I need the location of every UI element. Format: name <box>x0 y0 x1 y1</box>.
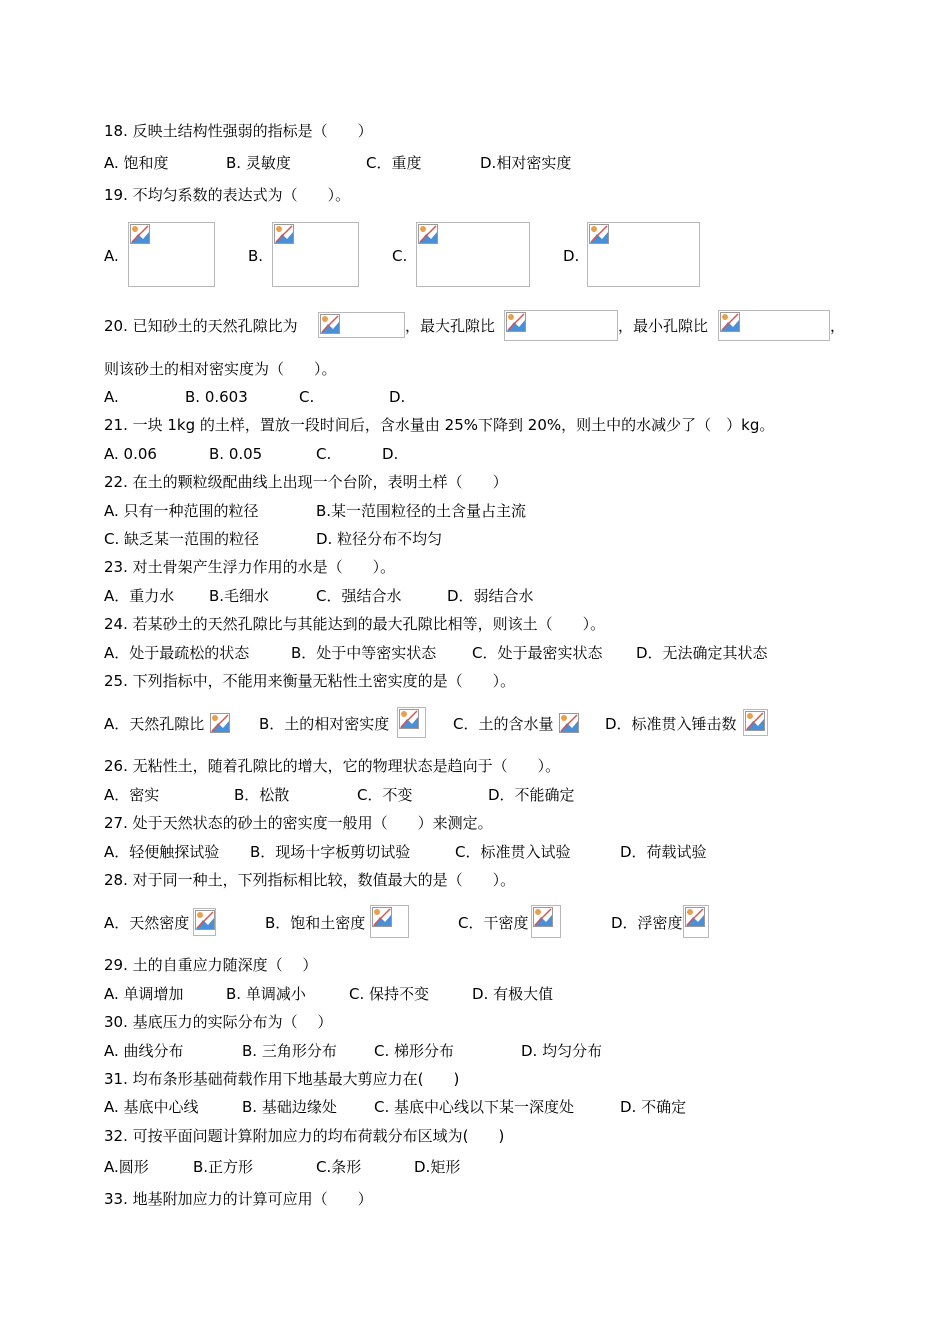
option-b: B．松散 <box>234 786 290 804</box>
question-32 <box>0 1127 950 1155</box>
question-stem-part4: ， <box>830 317 846 335</box>
question-31 <box>0 1070 950 1098</box>
option-b: B. 0.603 <box>185 388 248 406</box>
question-22-options-row2 <box>0 530 950 558</box>
option-b: B．现场十字板剪切试验 <box>250 843 411 861</box>
question-24-options <box>0 644 950 672</box>
option-c: C．不变 <box>357 786 413 804</box>
option-a: A. 基底中心线 <box>104 1098 199 1116</box>
option-d: D. 有极大值 <box>472 985 554 1003</box>
question-stem: 31. 均布条形基础荷载作用下地基最大剪应力在( ) <box>104 1070 460 1088</box>
question-stem: 29. 土的自重应力随深度（ ） <box>104 956 318 974</box>
option-d: D. 粒径分布不均匀 <box>316 530 443 548</box>
question-stem-part1: 20. 已知砂土的天然孔隙比为 <box>104 317 298 335</box>
question-23-options <box>0 587 950 615</box>
option-d: D. 均匀分布 <box>521 1042 603 1060</box>
option-a: A．轻便触探试验 <box>104 843 220 861</box>
option-b: B. 灵敏度 <box>226 154 291 172</box>
option-c: C．干密度 <box>458 914 529 932</box>
option-b: B.毛细水 <box>209 587 270 605</box>
question-27-options <box>0 843 950 871</box>
option-b: B．饱和土密度 <box>265 914 366 932</box>
question-29-options <box>0 985 950 1013</box>
question-stem: 26. 无粘性土，随着孔隙比的增大，它的物理状态是趋向于（ ）。 <box>104 757 561 775</box>
question-stem: 18. 反映土结构性强弱的指标是（ ） <box>104 122 373 140</box>
question-stem: 21. 一块 1kg 的土样，置放一段时间后，含水量由 25%下降到 20%，则土中的水减少了（ ）kg。 <box>104 416 775 434</box>
option-a: A．天然密度 <box>104 914 190 932</box>
option-c: C．处于最密实状态 <box>472 644 603 662</box>
option-d-label: D. <box>563 247 580 265</box>
question-23 <box>0 558 950 586</box>
option-a: A. 0.06 <box>104 445 157 463</box>
broken-image-icon <box>195 910 215 930</box>
broken-image-icon <box>372 907 392 927</box>
question-32-options <box>0 1158 950 1186</box>
option-a: A. 单调增加 <box>104 985 184 1003</box>
question-stem-line2: 则该砂土的相对密实度为（ ）。 <box>104 360 337 378</box>
option-d: D. <box>389 388 406 406</box>
option-a: A. <box>104 388 119 406</box>
question-26 <box>0 757 950 785</box>
option-c-label: C. <box>392 247 408 265</box>
option-d: D．弱结合水 <box>447 587 534 605</box>
option-b: B.某一范围粒径的土含量占主流 <box>316 502 527 520</box>
question-30-options <box>0 1042 950 1070</box>
question-stem: 24. 若某砂土的天然孔隙比与其能达到的最大孔隙比相等，则该土（ ）。 <box>104 615 606 633</box>
question-22 <box>0 473 950 501</box>
question-stem-part2: ，最大孔隙比 <box>405 317 496 335</box>
broken-image-icon <box>506 312 526 332</box>
question-25 <box>0 672 950 700</box>
option-b: B. 三角形分布 <box>242 1042 337 1060</box>
option-d: D.相对密实度 <box>480 154 572 172</box>
question-stem: 22. 在土的颗粒级配曲线上出现一个台阶，表明土样（ ） <box>104 473 508 491</box>
option-a: A. 只有一种范围的粒径 <box>104 502 259 520</box>
broken-image-icon <box>589 224 609 244</box>
option-d: D．无法确定其状态 <box>636 644 768 662</box>
option-d: D．荷载试验 <box>620 843 707 861</box>
option-d: D．不能确定 <box>488 786 575 804</box>
option-b: B.正方形 <box>193 1158 254 1176</box>
question-20-options <box>0 388 950 416</box>
broken-image-icon <box>210 713 230 733</box>
option-b: B. 单调减小 <box>226 985 306 1003</box>
option-d: D．浮密度 <box>611 914 683 932</box>
option-d: D．标准贯入锤击数 <box>605 715 737 733</box>
broken-image-icon <box>745 711 765 731</box>
option-d: D. 不确定 <box>620 1098 687 1116</box>
question-21-options <box>0 445 950 473</box>
broken-image-icon <box>320 314 340 334</box>
option-c: C．标准贯入试验 <box>455 843 571 861</box>
option-c: C. 梯形分布 <box>374 1042 455 1060</box>
option-a: A.圆形 <box>104 1158 149 1176</box>
option-b-label: B. <box>248 247 264 265</box>
option-b: B. 0.05 <box>209 445 263 463</box>
option-b: B．土的相对密实度 <box>259 715 390 733</box>
question-stem: 19. 不均匀系数的表达式为（ ）。 <box>104 186 351 204</box>
option-c: C．土的含水量 <box>453 715 554 733</box>
option-a: A．重力水 <box>104 587 175 605</box>
broken-image-icon <box>559 713 579 733</box>
question-33 <box>0 1190 950 1218</box>
option-c: C. 缺乏某一范围的粒径 <box>104 530 260 548</box>
broken-image-icon <box>399 709 419 729</box>
question-31-options <box>0 1098 950 1126</box>
option-c: C. <box>316 445 332 463</box>
question-19 <box>0 186 950 214</box>
question-30 <box>0 1013 950 1041</box>
option-c: C.条形 <box>316 1158 362 1176</box>
option-c: C. <box>299 388 315 406</box>
option-a: A．处于最疏松的状态 <box>104 644 250 662</box>
question-24 <box>0 615 950 643</box>
question-stem: 32. 可按平面问题计算附加应力的均布荷载分布区域为( ) <box>104 1127 505 1145</box>
option-c: C. 基底中心线以下某一深度处 <box>374 1098 575 1116</box>
option-a-label: A. <box>104 247 119 265</box>
question-21 <box>0 416 950 444</box>
question-stem: 30. 基底压力的实际分布为（ ） <box>104 1013 333 1031</box>
question-stem: 23. 对土骨架产生浮力作用的水是（ ）。 <box>104 558 396 576</box>
question-18-options <box>0 154 950 182</box>
question-28 <box>0 871 950 899</box>
question-stem: 33. 地基附加应力的计算可应用（ ） <box>104 1190 373 1208</box>
broken-image-icon <box>720 312 740 332</box>
question-18 <box>0 122 950 150</box>
broken-image-icon <box>274 224 294 244</box>
broken-image-icon <box>685 907 705 927</box>
question-stem: 28. 对于同一种土，下列指标相比较，数值最大的是（ ）。 <box>104 871 516 889</box>
question-stem-part3: ，最小孔隙比 <box>618 317 709 335</box>
option-a: A. 曲线分布 <box>104 1042 184 1060</box>
broken-image-icon <box>533 907 553 927</box>
option-a: A．天然孔隙比 <box>104 715 205 733</box>
option-b: B．处于中等密实状态 <box>291 644 437 662</box>
question-22-options-row1 <box>0 502 950 530</box>
broken-image-icon <box>418 224 438 244</box>
question-stem: 27. 处于天然状态的砂土的密实度一般用（ ）来测定。 <box>104 814 493 832</box>
question-27 <box>0 814 950 842</box>
option-b: B. 基础边缘处 <box>242 1098 337 1116</box>
option-c: C．重度 <box>366 154 422 172</box>
option-a: A. 饱和度 <box>104 154 169 172</box>
question-26-options <box>0 786 950 814</box>
option-c: C．强结合水 <box>316 587 402 605</box>
option-c: C. 保持不变 <box>349 985 430 1003</box>
question-stem: 25. 下列指标中，不能用来衡量无粘性土密实度的是（ ）。 <box>104 672 516 690</box>
question-29 <box>0 956 950 984</box>
option-d: D.矩形 <box>414 1158 461 1176</box>
broken-image-icon <box>130 224 150 244</box>
question-20-line2 <box>0 360 950 388</box>
option-d: D. <box>382 445 399 463</box>
option-a: A．密实 <box>104 786 160 804</box>
